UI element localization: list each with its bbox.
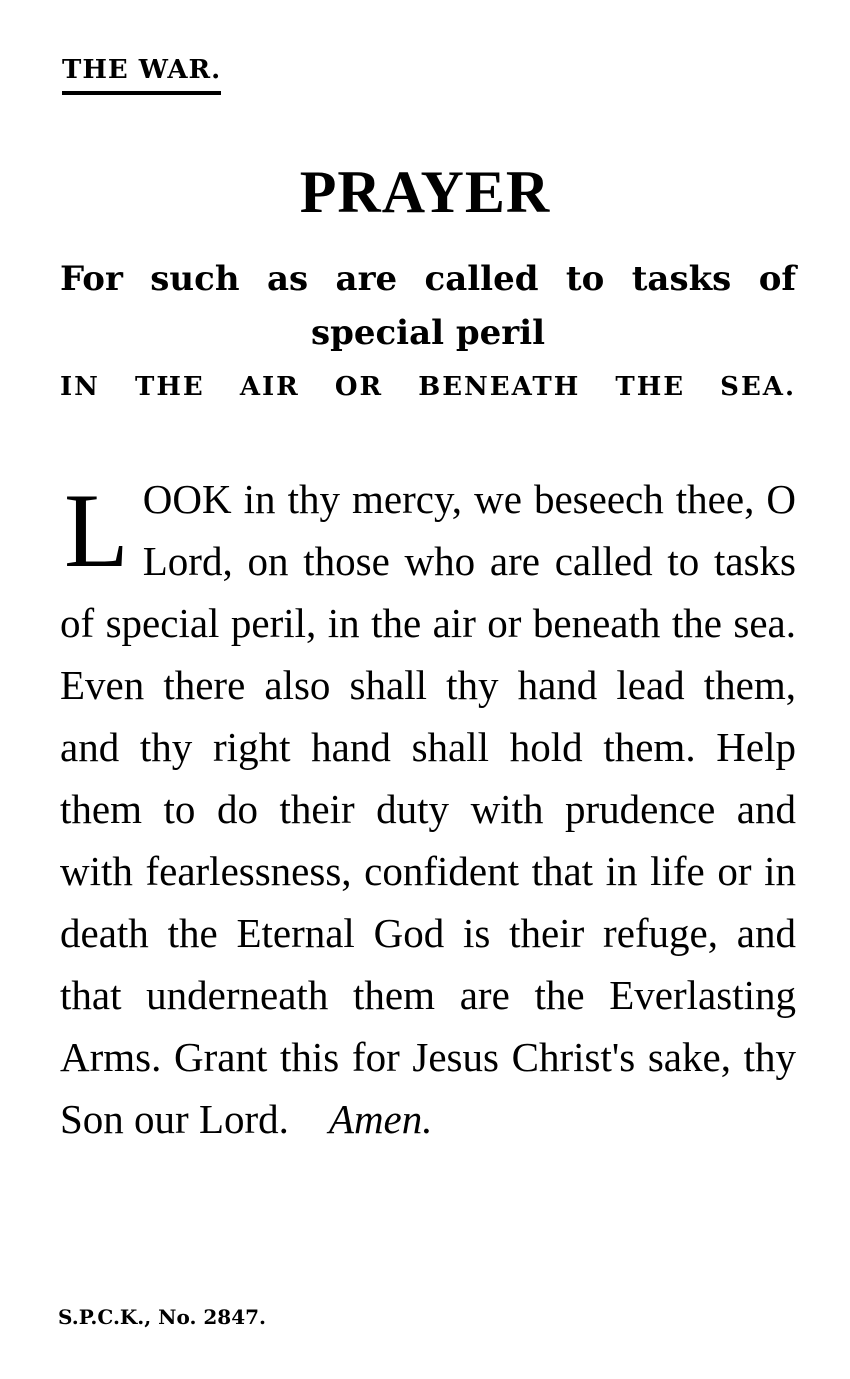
section-header: THE WAR. [62, 55, 221, 95]
prayer-subtitle: For such as are called to tasks of special peril [60, 259, 796, 353]
prayer-subheading: IN THE AIR OR BENEATH THE SEA. [60, 372, 796, 402]
prayer-text: in thy mercy, we beseech thee, O Lord, on those who are called to tasks of special peril, in the air or beneath the sea. Even there also shall thy hand lead them, and thy right hand shall hold them. Help them to do their duty with prudence and with fearlessness, confident that in life or in death the Eternal God is their refuge, and that underneath them are the Everlasting Arms. Grant this for Jesus Christ's sake, thy Son our Lord. [60, 476, 796, 1142]
prayer-body [60, 468, 796, 1150]
prayer-opening: OOK [142, 476, 232, 522]
page-title: PRAYER [299, 159, 551, 225]
prayer-amen: Amen. [328, 1096, 433, 1142]
publisher-imprint: S.P.C.K., No. 2847. [58, 1305, 267, 1329]
drop-cap: L [64, 472, 129, 589]
